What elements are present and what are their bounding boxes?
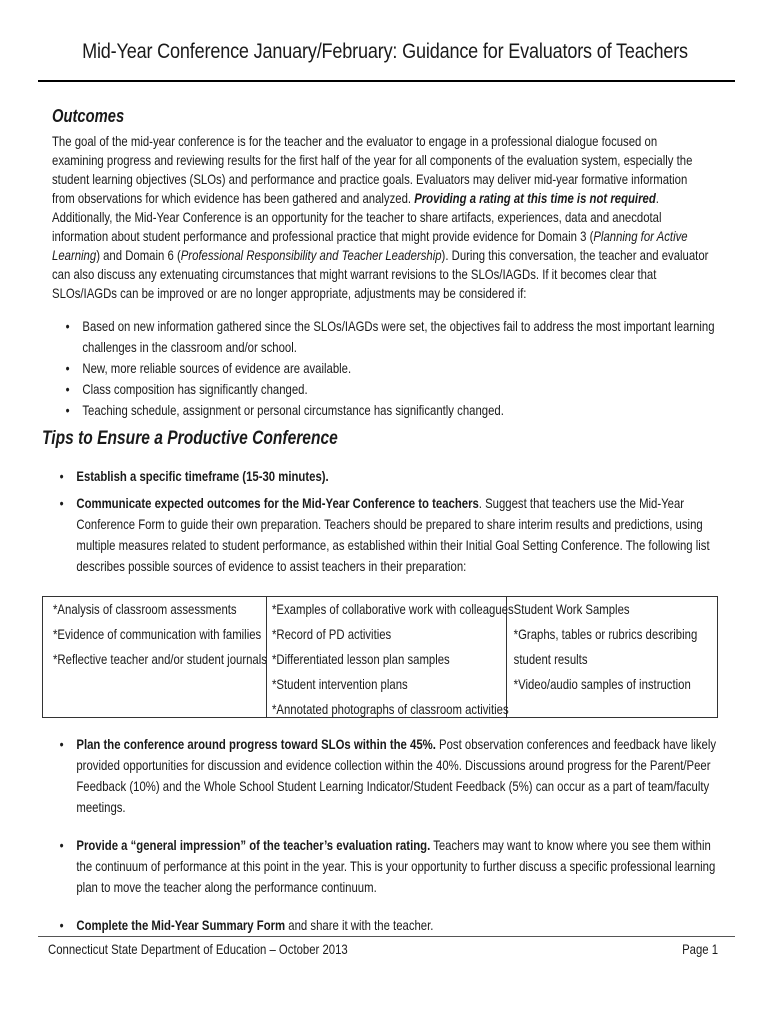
tip-communicate-bold: Communicate expected outcomes for the Mid-Year Conference to teachers [76, 496, 479, 511]
tip-plan-conference [58, 734, 719, 818]
tip-plan-text: Post observation conferences and feedback have likely provided opportunities for discussion and evidence collection within the 40%. Discussions around progress for the Parent/Peer Feedback (10%) and the Whole School Student Learning Indicator/Student Feedback (5%) can occur as a part of team/faculty meetings. [76, 737, 717, 815]
tip-impression-bold: Provide a “general impression” of the teacher’s evaluation rating. [76, 838, 431, 853]
evidence-column-1 [43, 597, 267, 717]
tip-plan-bold: Plan the conference around progress toward SLOs within the 45%. [76, 737, 436, 752]
evidence-item: *Record of PD activities [272, 627, 392, 642]
list-item: • Teaching schedule, assignment or personal circumstance has significantly changed. [64, 400, 722, 421]
evidence-item: *Annotated photographs of classroom activities [272, 702, 509, 717]
domain6-name: Professional Responsibility and Teacher Leadership [180, 248, 442, 263]
evidence-item: *Student intervention plans [272, 677, 408, 692]
evidence-column-2 [267, 597, 514, 717]
tip-impression-text: Teachers may want to know where you see them within the continuum of performance at this point in the year. This is your opportunity to further discuss a specific professional learning plan to move the teacher along the performance continuum. [76, 838, 716, 895]
outcomes-text-1: The goal of the mid-year conference is for the teacher and the evaluator to engage in a professional dialogue focused on examining progress and reviewing results for the first half of the year for all components of the evaluation system, especially the student learning objectives (SLOs) and performance and practice goals. Evaluators may deliver mid-year formative information from observations for which evidence has been gathered and analyzed. [52, 134, 693, 206]
list-item: • New, more reliable sources of evidence are available. [64, 358, 722, 379]
tip-timeframe [58, 466, 719, 487]
evidence-item: student results [513, 652, 588, 667]
evidence-item: *Reflective teacher and/or student journals [53, 652, 267, 667]
tip-summary-form [58, 915, 719, 936]
tips-heading: Tips to Ensure a Productive Conference [42, 428, 338, 449]
evidence-item: *Differentiated lesson plan samples [272, 652, 450, 667]
evidence-item: Student Work Samples [513, 602, 630, 617]
tip-communicate [58, 493, 719, 577]
list-item: • Based on new information gathered since the SLOs/IAGDs were set, the objectives fail to address the most important learning challenges in the classroom and/or school. [64, 316, 722, 358]
title-divider [38, 80, 735, 82]
outcomes-emphasis: Providing a rating at this time is not required [414, 191, 656, 206]
evidence-item: *Video/audio samples of instruction [513, 677, 691, 692]
tip-communicate-text: . Suggest that teachers use the Mid-Year Conference Form to guide their own preparation. Teachers should be prepared to share interim results and predictions, using multiple measures related to student performance, as established within their Initial Goal Setting Conference. The following list describes possible sources of evidence to assist teachers in their preparation: [76, 496, 710, 574]
footer-source: Connecticut State Department of Education – October 2013 [48, 942, 348, 957]
evidence-column-3 [507, 597, 719, 717]
tip-summary-bold: Complete the Mid-Year Summary Form [76, 918, 286, 933]
tip-timeframe-bold: Establish a specific timeframe (15-30 minutes). [76, 469, 329, 484]
list-item: • Class composition has significantly changed. [64, 379, 722, 400]
outcomes-heading: Outcomes [52, 106, 125, 126]
tip-summary-text: and share it with the teacher. [285, 918, 434, 933]
domain3-name: Planning for Active Learning [52, 229, 688, 263]
evidence-sources-table [42, 596, 718, 718]
evidence-item: *Evidence of communication with families [53, 627, 262, 642]
tips-list-bottom [58, 734, 719, 953]
outcomes-text-3: ) and Domain 6 ( [96, 248, 181, 263]
evidence-item: *Graphs, tables or rubrics describing [513, 627, 698, 642]
footer-divider [38, 936, 735, 937]
evidence-item: *Analysis of classroom assessments [53, 602, 237, 617]
tips-list-top [58, 466, 719, 583]
page-number: Page 1 [682, 942, 718, 957]
outcomes-paragraph [52, 132, 710, 303]
outcomes-text-4: ). During this conversation, the teacher and evaluator can also discuss any extenuating circumstances that might warrant revisions to the SLOs/IAGDs. If it becomes clear that SLOs/IAGDs can be improved or are no longer appropriate, adjustments may be considered if: [52, 248, 709, 301]
page-title: Mid-Year Conference January/February: Guidance for Evaluators of Teachers [82, 40, 688, 63]
adjustment-conditions-list [64, 316, 722, 421]
tip-general-impression [58, 835, 719, 898]
outcomes-text-2: . Additionally, the Mid-Year Conference is an opportunity for the teacher to share artifacts, experiences, data and anecdotal information about student performance and professional practice that might provide evidence for Domain 3 ( [52, 191, 662, 244]
evidence-item: *Examples of collaborative work with colleagues [272, 602, 514, 617]
